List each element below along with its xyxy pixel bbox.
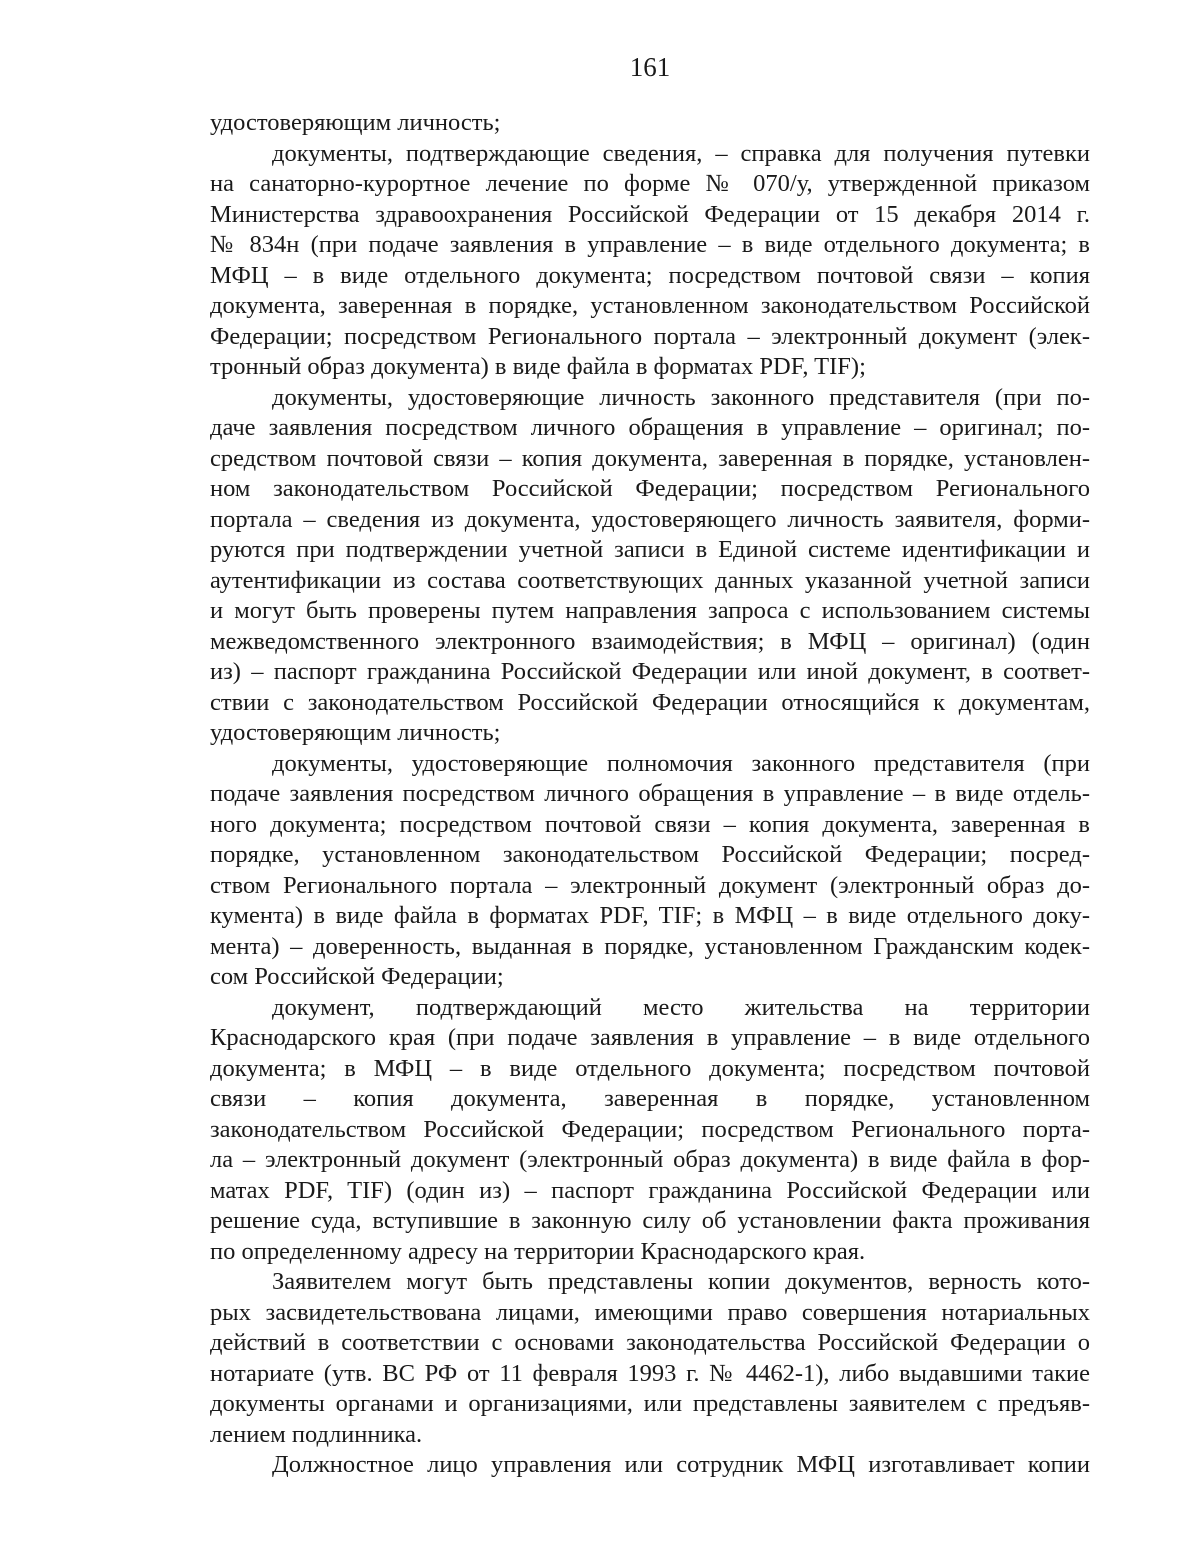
- text-line: лением подлинника.: [210, 1420, 423, 1448]
- text-line: Федерации; посредством Регионального портала – электронный документ (элек-: [210, 322, 1090, 350]
- text-line: документа; в МФЦ – в виде отдельного документа; посредством почтовой: [210, 1054, 1090, 1082]
- text-line: сом Российской Федерации;: [210, 963, 504, 990]
- text-line: матах PDF, TIF) (один из) – паспорт гражданина Российской Федерации или: [210, 1176, 1090, 1204]
- document-body: [210, 108, 1090, 1481]
- page-number: 161: [629, 52, 671, 82]
- text-line: решение суда, вступившие в законную силу об установлении факта проживания: [210, 1207, 1090, 1234]
- text-line: ла – электронный документ (электронный образ документа) в виде файла в фор-: [210, 1146, 1090, 1173]
- text-line: документа, заверенная в порядке, установленном законодательством Российской: [210, 292, 1090, 319]
- text-line: и могут быть проверены путем направления запроса с использованием системы: [210, 597, 1090, 624]
- text-line: связи – копия документа, заверенная в порядке, установленном: [210, 1085, 1090, 1112]
- text-line: № 834н (при подаче заявления в управление – в виде отдельного документа; в: [210, 231, 1090, 258]
- text-line: межведомственного электронного взаимодействия; в МФЦ – оригинал) (один: [210, 627, 1090, 655]
- text-line: рых засвидетельствована лицами, имеющими право совершения нотариальных: [210, 1298, 1090, 1326]
- text-line: кумента) в виде файла в форматах PDF, TIF; в МФЦ – в виде отдельного доку-: [210, 902, 1090, 929]
- text-line: действий в соответствии с основами законодательства Российской Федерации о: [210, 1329, 1090, 1356]
- text-line: ного документа; посредством почтовой связи – копия документа, заверенная в: [210, 810, 1090, 838]
- text-line: МФЦ – в виде отдельного документа; посредством почтовой связи – копия: [210, 261, 1090, 289]
- text-line: Краснодарского края (при подаче заявления в управление – в виде отдельного: [210, 1024, 1090, 1051]
- text-line: средством почтовой связи – копия документа, заверенная в порядке, установлен-: [210, 444, 1090, 472]
- text-line: порядке, установленном законодательством Российской Федерации; посред-: [210, 841, 1090, 868]
- text-line: мента) – доверенность, выданная в порядке, установленном Гражданским кодек-: [210, 932, 1090, 960]
- text-line: ном законодательством Российской Федерации; посредством Регионального: [210, 475, 1090, 502]
- text-line: руются при подтверждении учетной записи в Единой системе идентификации и: [210, 536, 1090, 563]
- text-line: удостоверяющим личность;: [210, 719, 501, 746]
- text-line: документ, подтверждающий место жительства на территории: [272, 993, 1090, 1021]
- text-line: Министерства здравоохранения Российской Федерации от 15 декабря 2014 г.: [210, 200, 1090, 228]
- text-line: тронный образ документа) в виде файла в форматах PDF, TIF);: [210, 353, 866, 380]
- text-line: документы, подтверждающие сведения, – справка для получения путевки: [272, 139, 1090, 167]
- text-line: документы, удостоверяющие полномочия законного представителя (при: [272, 749, 1090, 777]
- text-line: подаче заявления посредством личного обращения в управление – в виде отдель-: [210, 780, 1090, 807]
- text-line: ствии с законодательством Российской Федерации относящийся к документам,: [210, 688, 1090, 716]
- text-line: законодательством Российской Федерации; посредством Регионального порта-: [210, 1115, 1090, 1143]
- text-line: по определенному адресу на территории Краснодарского края.: [210, 1237, 866, 1265]
- text-line: из) – паспорт гражданина Российской Федерации или иной документ, в соответ-: [210, 658, 1090, 685]
- text-line: на санаторно-курортное лечение по форме № 070/у, утвержденной приказом: [210, 170, 1090, 197]
- text-line: Заявителем могут быть представлены копии документов, верность кото-: [272, 1268, 1090, 1295]
- text-line: даче заявления посредством личного обращения в управление – оригинал; по-: [210, 414, 1090, 441]
- text-line: аутентификации из состава соответствующих данных указанной учетной записи: [210, 566, 1090, 594]
- text-line: документы органами и организациями, или представлены заявителем с предъяв-: [210, 1390, 1090, 1417]
- text-line: портала – сведения из документа, удостоверяющего личность заявителя, форми-: [210, 505, 1090, 533]
- text-line: Должностное лицо управления или сотрудник МФЦ изготавливает копии: [272, 1451, 1090, 1478]
- text-line: удостоверяющим личность;: [210, 109, 501, 136]
- text-line: ством Регионального портала – электронный документ (электронный образ до-: [210, 871, 1090, 899]
- text-line: документы, удостоверяющие личность законного представителя (при по-: [272, 383, 1090, 411]
- text-line: нотариате (утв. ВС РФ от 11 февраля 1993 г. № 4462-1), либо выдавшими такие: [210, 1359, 1090, 1387]
